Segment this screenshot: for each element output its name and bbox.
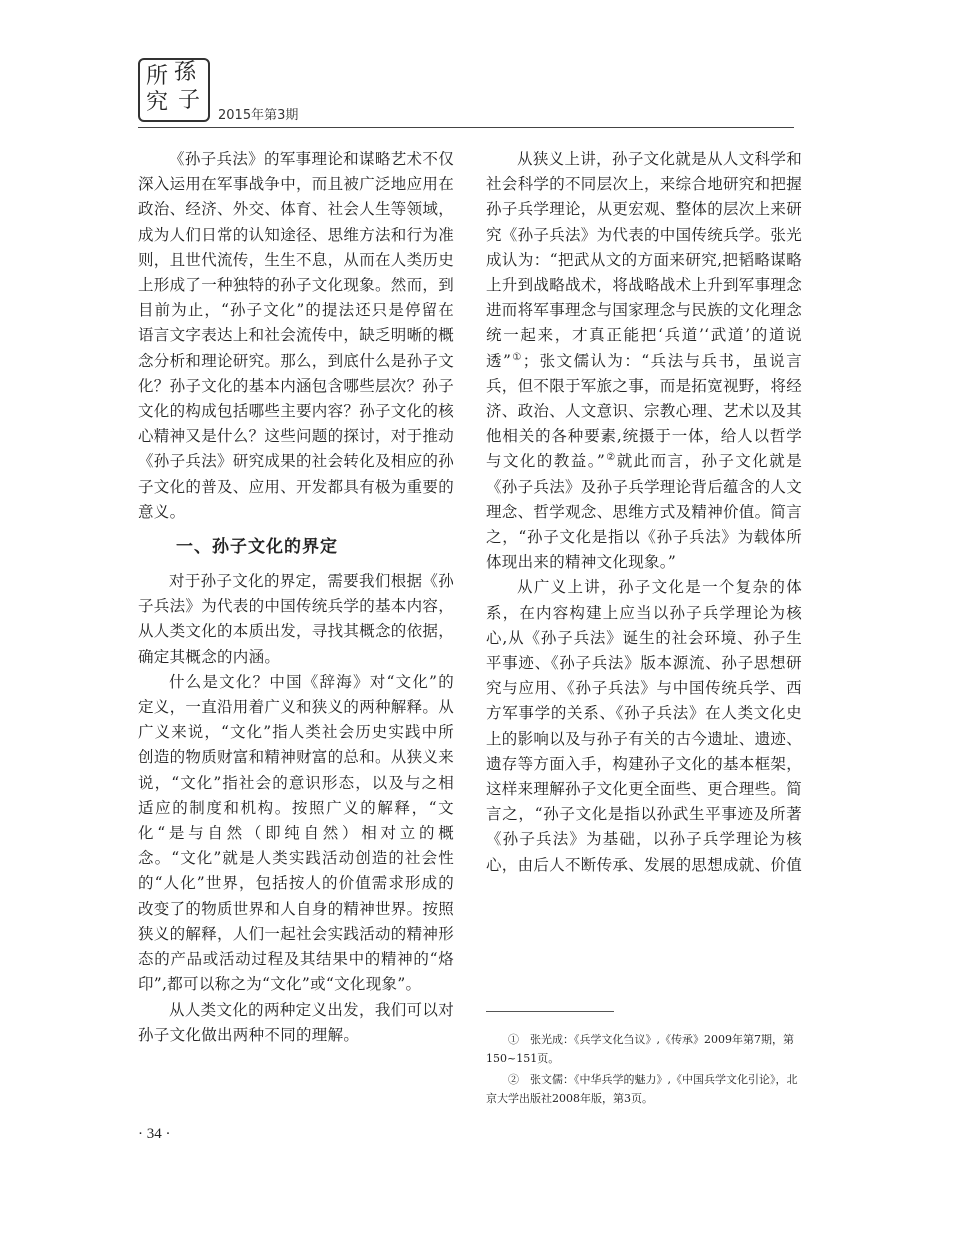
logo-char: 孫 (174, 60, 197, 85)
journal-logo (138, 58, 210, 122)
paragraph: 从广义上讲，孙子文化是一个复杂的体系，在内容构建上应当以孙子兵学理论为核心,从《孙子兵法》诞生的社会环境、孙子生平事迹、《孙子兵法》版本源流、孙子思想研究与应用、《孙子兵法》与中国传统兵学、西方军事学的关系、《孙子兵法》在人类文化史上的影响以及与孙子有关的古今遗址、遗迹、遗存等方面入手，构建孙子文化的基本框架，这样来理解孙子文化更全面些、更合理些。简言之，“孙子文化是指以孙武生平事迹及所著《孙子兵法》为基础，以孙子兵学理论为核心，由后人不断传承、发展的思想成就、价值 (486, 578, 803, 874)
page-number: · 34 · (138, 1126, 171, 1142)
paragraph: 对于孙子文化的界定，需要我们根据《孙子兵法》为代表的中国传统兵学的基本内容，从人类文化的本质出发，寻找其概念的依据，确定其概念的内涵。 (138, 572, 455, 666)
right-column (486, 147, 802, 878)
paragraph-text: 就此而言，孙子文化就是《孙子兵法》及孙子兵学理论背后蕴含的人文理念、哲学观念、思维方式及精神价值。简言之，“孙子文化是指以《孙子兵法》为载体所体现出来的精神文化现象。” (486, 452, 803, 572)
paragraph (486, 147, 802, 575)
footnote-ref: ① (511, 351, 523, 363)
logo-char: 所 (146, 64, 169, 89)
section-heading: 一、孙子文化的界定 (176, 537, 338, 558)
paragraph: 从人类文化的两种定义出发，我们可以对孙子文化做出两种不同的理解。 (138, 1000, 454, 1044)
logo-char: 究 (146, 90, 169, 115)
issue-label: 2015年第3期 (218, 108, 299, 123)
footnote-ref: ② (605, 452, 617, 464)
footnote: ① 张光成：《兵学文化刍议》,《传承》2009年第7期，第150~151页。 (486, 1033, 794, 1065)
footnote-divider (486, 1011, 614, 1012)
paragraph: 什么是文化？中国《辞海》对“文化”的定义，一直沿用着广义和狭义的两种解释。从广义来说，“文化”指人类社会历史实践中所创造的物质财富和精神财富的总和。从狭义来说，“文化”指社会的意识形态，以及与之相适应的制度和机构。按照广义的解释，“文化“是与自然（即纯自然）相对立的概念。“文化”就是人类实践活动创造的社会性的“人化”世界，包括按人的价值需求形成的改变了的物质世界和人自身的精神世界。按照狭义的解释，人们一起社会实践活动的精神形态的产品或活动过程及其结果中的精神的“烙印”,都可以称之为“文化”或“文化现象”。 (138, 672, 455, 994)
paragraph: 《孙子兵法》的军事理论和谋略艺术不仅深入运用在军事战争中，而且被广泛地应用在政治、经济、外交、体育、社会人生等领域，成为人们日常的认知途径、思维方法和行为准则，且世代流传，生生不息，从而在人类历史上形成了一种独特的孙子文化现象。然而，到目前为止，“孙子文化”的提法还只是停留在语言文字表达上和社会流传中，缺乏明晰的概念分析和理论研究。那么，到底什么是孙子文化？孙子文化的基本内涵包含哪些层次？孙子文化的构成包括哪些主要内容？孙子文化的核心精神又是什么？这些问题的探讨，对于推动《孙子兵法》研究成果的社会转化及相应的孙子文化的普及、应用、开发都具有极为重要的意义。 (138, 150, 455, 521)
left-column (138, 147, 454, 1048)
paragraph-text: 从狭义上讲，孙子文化就是从人文科学和社会科学的不同层次上，来综合地研究和把握孙子兵学理论，从更宏观、整体的层次上来研究《孙子兵法》为代表的中国传统兵学。张光成认为：“把武从文的方面来研究,把韬略谋略上升到战略战术，将战略战术上升到军事理念进而将军事理念与国家理念与民族的文化理念统一起来，才真正能把‘兵道’‘武道’的道说透” (486, 150, 803, 370)
header-divider (138, 127, 794, 128)
logo-char: 子 (178, 88, 201, 113)
footnote: ② 张文儒：《中华兵学的魅力》,《中国兵学文化引论》，北京大学出版社2008年版，第3页。 (486, 1073, 798, 1105)
footnotes (486, 1030, 802, 1110)
paragraph-text: ；张文儒认为：“兵法与兵书，虽说言兵，但不限于军旅之事，而是拓宽视野，将经济、政治、人文意识、宗教心理、艺术以及其他相关的各种要素,统摄于一体，给人以哲学与文化的教益。” (486, 351, 803, 471)
